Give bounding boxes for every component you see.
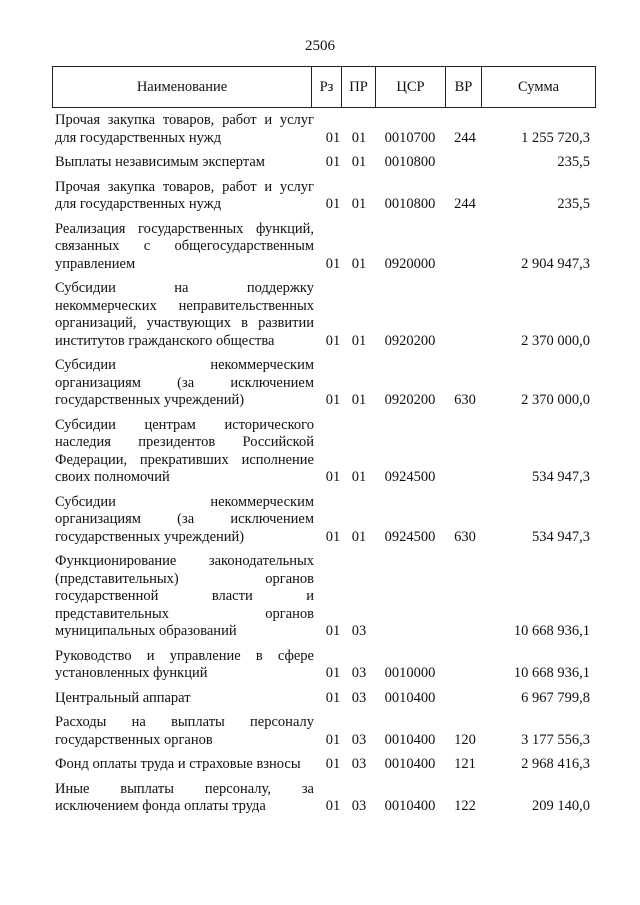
row-csr: 0010700 xyxy=(384,129,436,146)
row-sum: 2 904 947,3 xyxy=(521,255,590,272)
row-pr: 01 xyxy=(351,154,367,170)
row-name-line: управлением xyxy=(55,255,136,272)
row-name xyxy=(52,417,314,487)
row-pr: 03 xyxy=(351,756,367,772)
row-pr: 03 xyxy=(351,665,367,681)
row-vr: 122 xyxy=(454,798,476,814)
row-name-line: для государственных нужд xyxy=(55,129,222,146)
table-row xyxy=(52,357,596,410)
row-rz: 01 xyxy=(325,196,341,212)
table-row xyxy=(52,154,596,172)
row-pr: 01 xyxy=(351,255,367,272)
row-sum: 3 177 556,3 xyxy=(521,731,590,748)
row-name-line: Реализация государственных функций, xyxy=(55,220,314,237)
table-row xyxy=(52,690,596,708)
table-row xyxy=(52,553,596,641)
header-rz: Рз xyxy=(311,67,341,107)
row-name xyxy=(52,781,314,816)
row-name xyxy=(52,280,314,350)
table-row xyxy=(52,756,596,774)
row-pr: 01 xyxy=(351,392,367,408)
row-csr: 0920200 xyxy=(384,392,436,408)
row-vr: 630 xyxy=(454,392,476,408)
row-pr: 03 xyxy=(351,731,367,748)
row-sum: 6 967 799,8 xyxy=(521,689,590,706)
header-sum: Сумма xyxy=(481,67,595,107)
row-csr: 0924500 xyxy=(384,469,436,485)
row-sum: 1 255 720,3 xyxy=(521,129,590,146)
row-name-line: Прочая закупка товаров, работ и услуг xyxy=(55,178,314,195)
table-row xyxy=(52,179,596,214)
row-pr: 01 xyxy=(351,469,367,485)
row-csr: 0924500 xyxy=(384,528,436,545)
row-name xyxy=(52,494,314,547)
row-rz: 01 xyxy=(325,731,341,748)
row-name-line: государственных учреждений) xyxy=(55,528,245,545)
row-csr: 0010800 xyxy=(384,154,436,170)
row-csr: 0010400 xyxy=(384,798,436,814)
row-rz: 01 xyxy=(325,798,341,814)
row-csr: 0920000 xyxy=(384,255,436,272)
row-rz: 01 xyxy=(325,756,341,772)
row-rz: 01 xyxy=(325,469,341,485)
row-name xyxy=(52,221,314,274)
row-sum: 209 140,0 xyxy=(532,798,590,814)
row-rz: 01 xyxy=(325,623,341,639)
row-name xyxy=(52,112,314,147)
row-name-line: своих полномочий xyxy=(55,469,170,485)
row-name-line: государственной власти и xyxy=(55,588,314,604)
row-sum: 534 947,3 xyxy=(532,469,590,485)
row-name xyxy=(52,553,314,641)
row-name-line: связанных с общегосударственным xyxy=(55,238,314,254)
row-sum: 534 947,3 xyxy=(532,528,590,545)
row-pr: 03 xyxy=(351,798,367,814)
row-name-line: (представительных) органов xyxy=(55,570,314,587)
row-name xyxy=(52,756,314,774)
row-pr: 01 xyxy=(351,332,367,349)
row-name-line: наследия президентов Российской xyxy=(55,434,314,450)
row-rz: 01 xyxy=(325,689,341,706)
row-name xyxy=(52,179,314,214)
row-pr: 01 xyxy=(351,528,367,545)
row-name-line: представительных органов xyxy=(55,605,314,622)
row-vr: 244 xyxy=(454,129,476,146)
row-csr: 0010400 xyxy=(384,756,436,772)
table-row xyxy=(52,781,596,816)
row-name-line: Прочая закупка товаров, работ и услуг xyxy=(55,112,314,128)
header-vr: ВР xyxy=(445,67,481,107)
row-name xyxy=(52,154,314,172)
row-name-line: институтов гражданского общества xyxy=(55,332,275,349)
row-pr: 01 xyxy=(351,196,367,212)
row-name-line: организаций, участвующих в развитии xyxy=(55,315,314,331)
row-name-line: Функционирование законодательных xyxy=(55,553,314,569)
header-name: Наименование xyxy=(136,78,228,95)
row-name-line: организациям (за исключением xyxy=(55,374,314,391)
row-rz: 01 xyxy=(325,255,341,272)
row-csr: 0010000 xyxy=(384,665,436,681)
row-name-line: Субсидии центрам исторического xyxy=(55,416,314,433)
row-vr: 120 xyxy=(454,731,476,748)
row-name-line: установленных функций xyxy=(55,665,208,681)
table-header xyxy=(52,66,596,108)
row-rz: 01 xyxy=(325,154,341,170)
row-name-line: Федерации, прекративших исполнение xyxy=(55,451,314,468)
row-rz: 01 xyxy=(325,528,341,545)
row-name-line: государственных учреждений) xyxy=(55,392,245,408)
row-vr: 244 xyxy=(454,196,476,212)
table-body xyxy=(52,112,596,823)
row-name xyxy=(52,357,314,410)
row-name xyxy=(52,714,314,749)
row-name-line: исключением фонда оплаты труда xyxy=(55,798,266,814)
row-name-line: Центральный аппарат xyxy=(55,689,191,706)
table-row xyxy=(52,494,596,547)
row-sum: 2 968 416,3 xyxy=(521,756,590,772)
row-sum: 2 370 000,0 xyxy=(521,392,590,408)
row-sum: 10 668 936,1 xyxy=(513,623,590,639)
row-name-line: некоммерческих неправительственных xyxy=(55,297,314,314)
table-row xyxy=(52,648,596,683)
row-name xyxy=(52,690,314,708)
table-row xyxy=(52,280,596,350)
row-name-line: Руководство и управление в сфере xyxy=(55,647,314,664)
row-name-line: государственных органов xyxy=(55,731,213,748)
table-row xyxy=(52,714,596,749)
row-rz: 01 xyxy=(325,392,341,408)
header-pr: ПР xyxy=(341,67,375,107)
row-vr: 630 xyxy=(454,528,476,545)
row-rz: 01 xyxy=(325,332,341,349)
table-row xyxy=(52,221,596,274)
row-pr: 01 xyxy=(351,129,367,146)
table-row xyxy=(52,112,596,147)
table-row xyxy=(52,417,596,487)
row-name-line: Субсидии некоммерческим xyxy=(55,357,314,373)
page-number: 2506 xyxy=(305,38,335,54)
row-name xyxy=(52,648,314,683)
row-name-line: муниципальных образований xyxy=(55,623,237,639)
row-name-line: Иные выплаты персоналу, за xyxy=(55,780,314,797)
header-csr: ЦСР xyxy=(375,67,445,107)
row-csr: 0010400 xyxy=(384,689,436,706)
row-name-line: Субсидии некоммерческим xyxy=(55,493,314,510)
row-name-line: Фонд оплаты труда и страховые взносы xyxy=(55,756,301,772)
row-sum: 2 370 000,0 xyxy=(521,332,590,349)
row-csr: 0010800 xyxy=(384,196,436,212)
row-pr: 03 xyxy=(351,689,367,706)
row-vr: 121 xyxy=(454,756,476,772)
row-pr: 03 xyxy=(351,623,367,639)
row-name-line: Расходы на выплаты персоналу xyxy=(55,714,314,730)
row-csr: 0010400 xyxy=(384,731,436,748)
row-sum: 235,5 xyxy=(557,196,590,212)
row-name-line: для государственных нужд xyxy=(55,196,222,212)
row-name-line: Выплаты независимым экспертам xyxy=(55,154,265,170)
row-name-line: организациям (за исключением xyxy=(55,511,314,527)
row-sum: 10 668 936,1 xyxy=(513,665,590,681)
row-name-line: Субсидии на поддержку xyxy=(55,280,314,296)
row-rz: 01 xyxy=(325,665,341,681)
row-sum: 235,5 xyxy=(557,154,590,170)
row-csr: 0920200 xyxy=(384,332,436,349)
row-rz: 01 xyxy=(325,129,341,146)
